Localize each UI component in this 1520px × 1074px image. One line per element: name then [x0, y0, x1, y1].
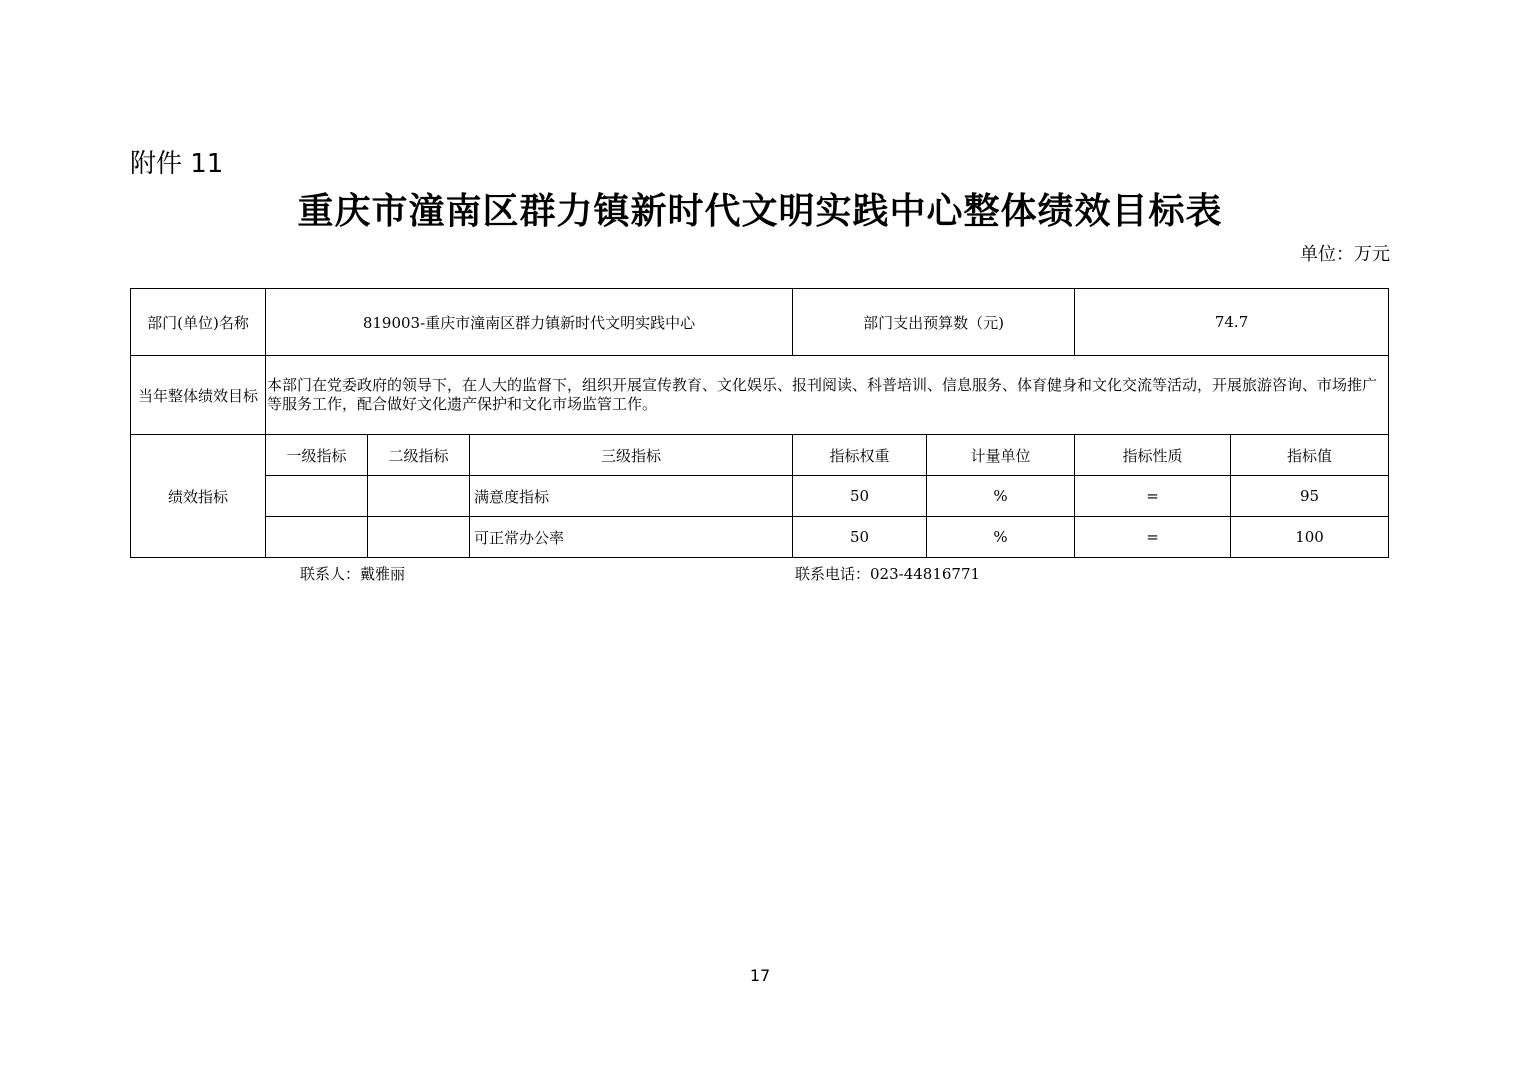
- column-header: 指标权重: [793, 435, 927, 476]
- weight-cell: 50: [793, 517, 927, 558]
- unit-label: 单位：万元: [1300, 244, 1390, 265]
- weight-cell: 50: [793, 476, 927, 517]
- contact-phone: 联系电话：023-44816771: [795, 565, 981, 583]
- goal-row: [131, 356, 1389, 435]
- goal-label-cell: 当年整体绩效目标: [131, 356, 266, 435]
- goal-text-cell: 本部门在党委政府的领导下，在人大的监督下，组织开展宣传教育、文化娱乐、报刊阅读、科普培训、信息服务、体育健身和文化交流等活动，开展旅游咨询、市场推广等服务工作，配合做好文化遗产保护和文化市场监管工作。: [266, 356, 1389, 435]
- page-title: 重庆市潼南区群力镇新时代文明实践中心整体绩效目标表: [297, 191, 1223, 232]
- level1-cell: [266, 476, 368, 517]
- nature-cell: =: [1075, 476, 1231, 517]
- level3-cell: 可正常办公率: [470, 517, 793, 558]
- column-header: 二级指标: [368, 435, 470, 476]
- dept-label-cell: 部门(单位)名称: [131, 289, 266, 356]
- indicator-header-row: [131, 435, 1389, 476]
- level3-cell: 满意度指标: [470, 476, 793, 517]
- dept-row: [131, 289, 1389, 356]
- column-header: 计量单位: [927, 435, 1075, 476]
- budget-label-cell: 部门支出预算数（元): [793, 289, 1075, 356]
- indicators-label-cell: 绩效指标: [131, 435, 266, 558]
- column-header: 指标值: [1231, 435, 1389, 476]
- level2-cell: [368, 517, 470, 558]
- column-header: 指标性质: [1075, 435, 1231, 476]
- unit-cell: %: [927, 476, 1075, 517]
- unit-cell: %: [927, 517, 1075, 558]
- column-header: 一级指标: [266, 435, 368, 476]
- level1-cell: [266, 517, 368, 558]
- nature-cell: =: [1075, 517, 1231, 558]
- attachment-label: 附件 11: [130, 149, 224, 179]
- budget-value-cell: 74.7: [1075, 289, 1389, 356]
- dept-name-cell: 819003-重庆市潼南区群力镇新时代文明实践中心: [266, 289, 793, 356]
- table-row: [131, 476, 1389, 517]
- value-cell: 100: [1231, 517, 1389, 558]
- page-number: 17: [749, 966, 771, 985]
- contact-person: 联系人：戴雅丽: [300, 565, 406, 583]
- column-header: 三级指标: [470, 435, 793, 476]
- level2-cell: [368, 476, 470, 517]
- table-row: [131, 517, 1389, 558]
- value-cell: 95: [1231, 476, 1389, 517]
- performance-target-table: [130, 288, 1389, 558]
